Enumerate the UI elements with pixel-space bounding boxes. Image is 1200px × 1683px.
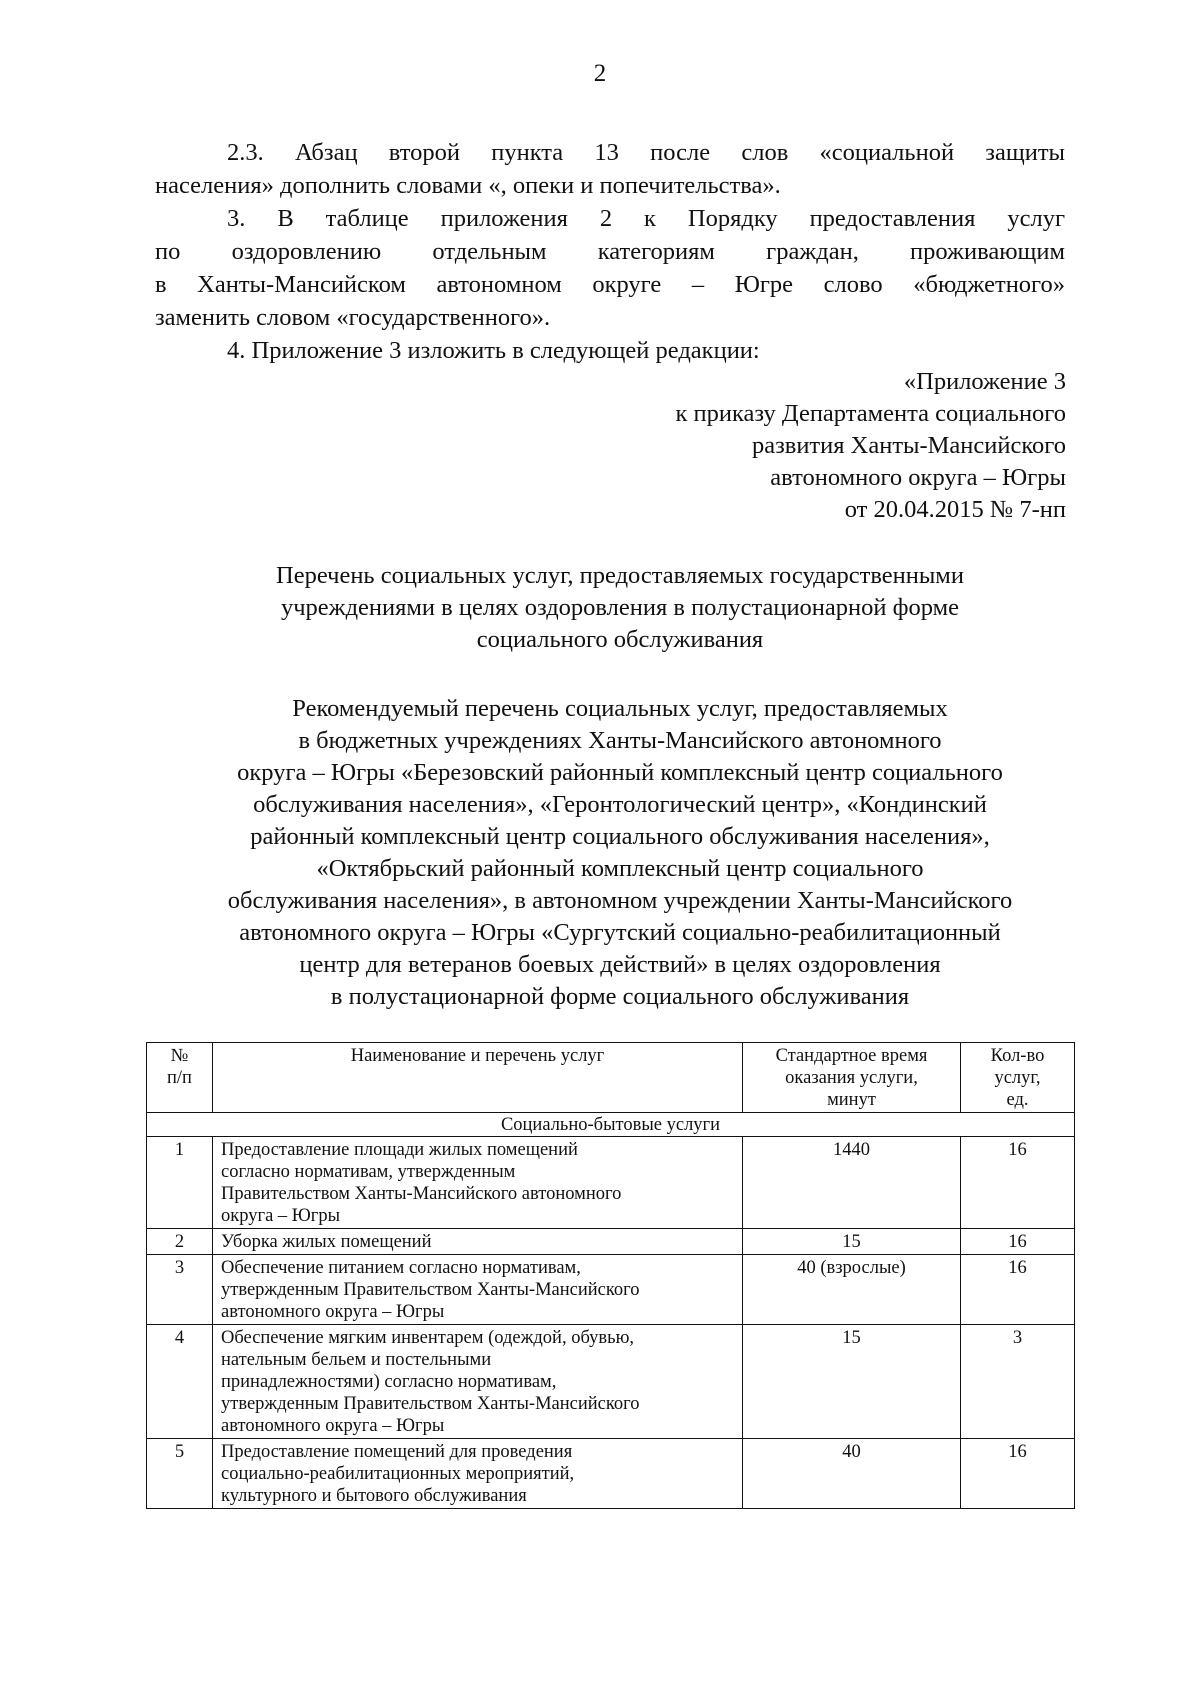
appendix-line: от 20.04.2015 № 7-нп bbox=[844, 496, 1066, 523]
appendix-line: развития Ханты-Мансийского bbox=[751, 432, 1066, 459]
row-standard-time: 15 bbox=[743, 1229, 961, 1255]
title-line: округа – Югры «Березовский районный комплексный центр социального bbox=[237, 759, 1003, 786]
title-line: в полустационарной форме социального обслуживания bbox=[330, 983, 910, 1010]
title-line: Рекомендуемый перечень социальных услуг, предоставляемых bbox=[292, 695, 948, 722]
text-line: населения» дополнить словами «, опеки и попечительства». bbox=[155, 172, 781, 199]
service-line: автономного округа – Югры bbox=[221, 1416, 445, 1436]
row-service-name bbox=[213, 1439, 743, 1509]
title-line: Перечень социальных услуг, предоставляемых государственными bbox=[276, 562, 964, 589]
row-service-count: 16 bbox=[961, 1137, 1075, 1229]
paragraph-3-cont bbox=[155, 301, 1065, 334]
row-number: 1 bbox=[147, 1137, 213, 1229]
title-line: социального обслуживания bbox=[476, 626, 764, 653]
amendment-text bbox=[155, 136, 1065, 367]
text-line: 4. Приложение 3 изложить в следующей редакции: bbox=[227, 337, 760, 364]
services-table-wrap bbox=[146, 1042, 1074, 1509]
table-row bbox=[147, 1439, 1075, 1509]
header-line: ед. bbox=[1006, 1090, 1029, 1110]
row-service-count: 3 bbox=[961, 1325, 1075, 1439]
title-line: в бюджетных учреждениях Ханты-Мансийского автономного bbox=[298, 727, 942, 754]
row-service-count: 16 bbox=[961, 1229, 1075, 1255]
services-table bbox=[146, 1042, 1075, 1509]
table-row bbox=[147, 1325, 1075, 1439]
page-number: 2 bbox=[593, 60, 607, 87]
service-line: утвержденным Правительством Ханты-Мансийского bbox=[221, 1394, 640, 1414]
header-standard-time bbox=[743, 1043, 961, 1113]
service-line: округа – Югры bbox=[221, 1206, 341, 1226]
service-line: Предоставление помещений для проведения bbox=[221, 1442, 573, 1462]
row-service-name bbox=[213, 1229, 743, 1255]
service-line: Уборка жилых помещений bbox=[221, 1232, 432, 1252]
header-line: минут bbox=[827, 1090, 876, 1110]
recommended-list-title bbox=[150, 693, 1090, 1013]
paragraph-2-3 bbox=[155, 136, 1065, 169]
service-line: принадлежностями) согласно нормативам, bbox=[221, 1372, 557, 1392]
header-line: Кол-во bbox=[990, 1046, 1045, 1066]
service-line: утвержденным Правительством Ханты-Мансийского bbox=[221, 1280, 640, 1300]
row-number: 5 bbox=[147, 1439, 213, 1509]
paragraph-2-3-cont bbox=[155, 169, 1065, 202]
service-line: автономного округа – Югры bbox=[221, 1302, 445, 1322]
text-line: 3. В таблице приложения 2 к Порядку предоставления услуг bbox=[227, 205, 1065, 232]
paragraph-3-cont bbox=[155, 268, 1065, 301]
list-title bbox=[170, 560, 1070, 656]
text-line: заменить словом «государственного». bbox=[155, 304, 551, 331]
row-service-name bbox=[213, 1255, 743, 1325]
service-line: нательным бельем и постельными bbox=[221, 1350, 492, 1370]
row-number: 2 bbox=[147, 1229, 213, 1255]
header-line: Стандартное время bbox=[775, 1046, 928, 1066]
appendix-line: автономного округа – Югры bbox=[770, 464, 1066, 491]
title-line: автономного округа – Югры «Сургутский социально-реабилитационный bbox=[239, 919, 1001, 946]
section-title: Социально-бытовые услуги bbox=[147, 1113, 1075, 1137]
header-number bbox=[147, 1043, 213, 1113]
service-line: Обеспечение питанием согласно нормативам, bbox=[221, 1258, 581, 1278]
text-line: в Ханты-Мансийском автономном округе – Югре слово «бюджетного» bbox=[155, 271, 1065, 298]
service-line: Правительством Ханты-Мансийского автономного bbox=[221, 1184, 622, 1204]
header-line: оказания услуги, bbox=[785, 1068, 918, 1088]
row-service-name bbox=[213, 1325, 743, 1439]
service-line: Обеспечение мягким инвентарем (одеждой, обувью, bbox=[221, 1328, 635, 1348]
service-line: Предоставление площади жилых помещений bbox=[221, 1140, 578, 1160]
appendix-header bbox=[675, 366, 1066, 526]
service-line: культурного и бытового обслуживания bbox=[221, 1486, 527, 1506]
row-service-count: 16 bbox=[961, 1439, 1075, 1509]
row-service-name bbox=[213, 1137, 743, 1229]
table-row bbox=[147, 1255, 1075, 1325]
text-line: 2.3. Абзац второй пункта 13 после слов «социальной защиты bbox=[227, 139, 1065, 166]
service-line: согласно нормативам, утвержденным bbox=[221, 1162, 516, 1182]
title-line: «Октябрьский районный комплексный центр социального bbox=[316, 855, 924, 882]
title-line: учреждениями в целях оздоровления в полустационарной форме bbox=[280, 594, 960, 621]
row-service-count: 16 bbox=[961, 1255, 1075, 1325]
table-row bbox=[147, 1229, 1075, 1255]
table-section-row bbox=[147, 1113, 1075, 1137]
header-service-name bbox=[213, 1043, 743, 1113]
row-number: 3 bbox=[147, 1255, 213, 1325]
header-line: № bbox=[170, 1046, 189, 1066]
title-line: центр для ветеранов боевых действий» в целях оздоровления bbox=[299, 951, 941, 978]
row-standard-time: 1440 bbox=[743, 1137, 961, 1229]
header-line: п/п bbox=[167, 1068, 192, 1088]
paragraph-3-cont bbox=[155, 235, 1065, 268]
paragraph-3 bbox=[155, 202, 1065, 235]
title-line: обслуживания населения», в автономном учреждении Ханты-Мансийского bbox=[227, 887, 1013, 914]
row-standard-time: 40 (взрослые) bbox=[743, 1255, 961, 1325]
paragraph-4 bbox=[155, 334, 1065, 367]
appendix-line: к приказу Департамента социального bbox=[675, 400, 1066, 427]
table-row bbox=[147, 1137, 1075, 1229]
service-line: социально-реабилитационных мероприятий, bbox=[221, 1464, 575, 1484]
row-standard-time: 15 bbox=[743, 1325, 961, 1439]
row-standard-time: 40 bbox=[743, 1439, 961, 1509]
title-line: обслуживания населения», «Геронтологический центр», «Кондинский bbox=[253, 791, 987, 818]
header-service-count bbox=[961, 1043, 1075, 1113]
table-header-row bbox=[147, 1043, 1075, 1113]
header-line: Наименование и перечень услуг bbox=[350, 1046, 605, 1066]
title-line: районный комплексный центр социального обслуживания населения», bbox=[250, 823, 990, 850]
appendix-line: «Приложение 3 bbox=[903, 368, 1066, 395]
row-number: 4 bbox=[147, 1325, 213, 1439]
header-line: услуг, bbox=[994, 1068, 1041, 1088]
text-line: по оздоровлению отдельным категориям граждан, проживающим bbox=[155, 238, 1065, 265]
